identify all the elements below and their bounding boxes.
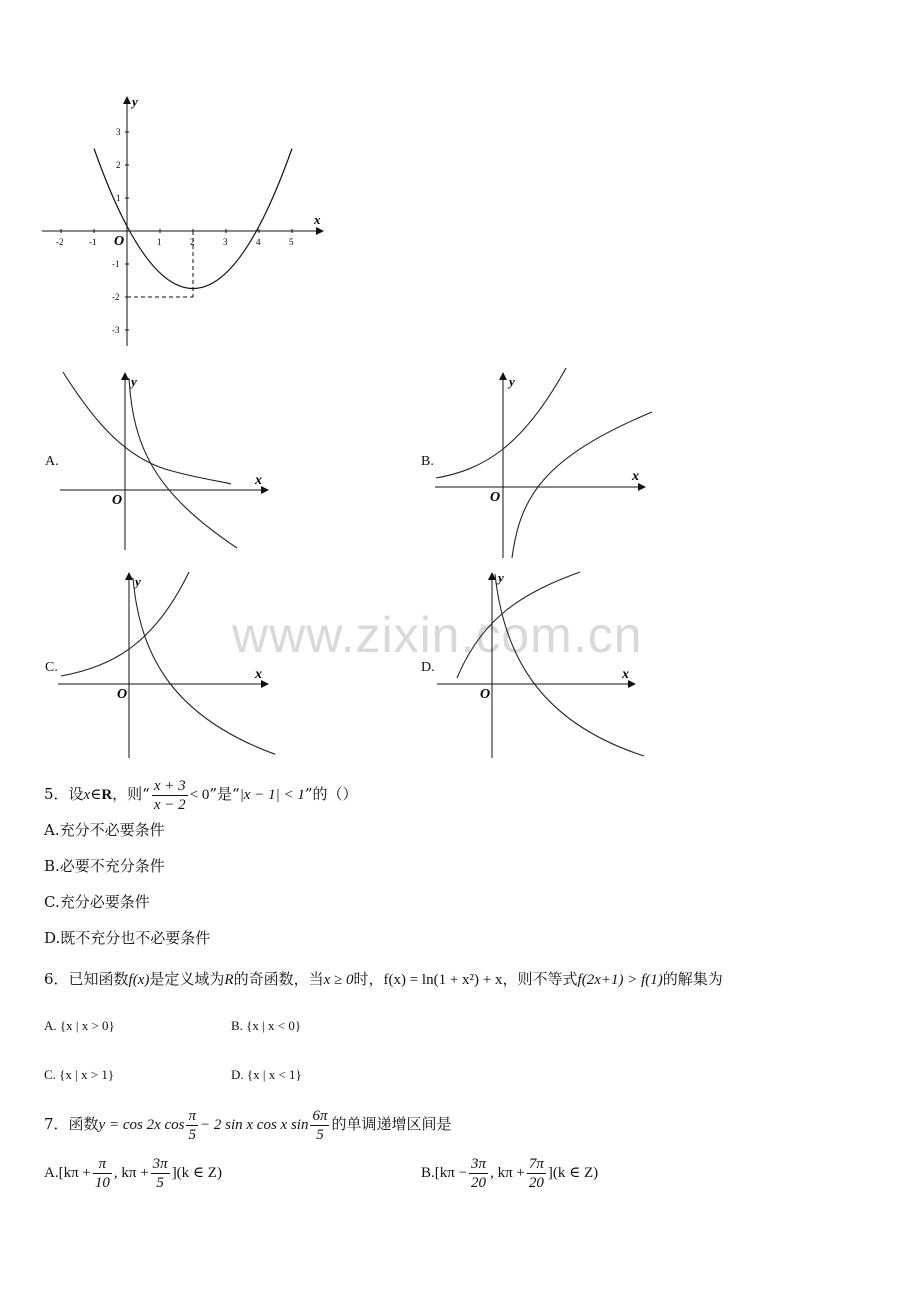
y-tick: 1 — [116, 193, 121, 203]
y-tick: 3 — [116, 127, 121, 137]
x-tick: 2 — [190, 237, 195, 247]
option-a-label: A. — [45, 454, 59, 469]
option-a-graph[interactable] — [55, 368, 275, 553]
watermark: www.zixin.com.cn — [232, 607, 643, 663]
x-tick: -2 — [56, 237, 64, 247]
y-axis-label: y — [509, 374, 515, 389]
option-b-label: B. — [421, 454, 434, 469]
decreasing-exponential-curve — [495, 574, 644, 756]
y-axis-label: y — [498, 570, 504, 585]
decreasing-log-curve — [129, 378, 237, 548]
fraction: $\frac{3\pi}{5}$ — [152, 1156, 168, 1192]
option-c-label: C. — [45, 660, 58, 675]
fraction: $\frac{\pi}{10}$ — [94, 1156, 110, 1192]
q6-choice-b[interactable]: B. {x | x < 0} — [231, 1018, 302, 1033]
x-tick: 3 — [223, 237, 228, 247]
x-axis-label: x — [314, 212, 321, 227]
parabola-graph — [30, 88, 340, 353]
fraction: $\frac{x + 3}{x - 2}$ — [153, 777, 186, 813]
y-axis-label: y — [135, 574, 141, 589]
q6-choice-d[interactable]: D. {x | x < 1} — [231, 1067, 302, 1082]
decreasing-exponential-curve — [63, 372, 231, 484]
q5-choice-b[interactable]: B.必要不充分条件 — [44, 857, 165, 875]
fraction: $\frac{6\pi}{5}$ — [312, 1107, 328, 1143]
origin-label: O — [114, 234, 125, 249]
increasing-exponential-curve — [436, 368, 566, 478]
y-tick: -2 — [112, 292, 120, 302]
x-tick: -1 — [89, 237, 97, 247]
y-tick: -1 — [112, 259, 120, 269]
origin-label: O — [490, 490, 501, 505]
q5-choice-d[interactable]: D.既不充分也不必要条件 — [44, 929, 211, 947]
y-tick: -3 — [112, 325, 120, 335]
y-tick: 2 — [116, 160, 121, 170]
x-tick: 4 — [256, 237, 261, 247]
origin-label: O — [117, 687, 128, 702]
y-axis-label: y — [131, 374, 137, 389]
option-b-graph[interactable] — [432, 368, 652, 560]
origin-label: O — [480, 687, 491, 702]
q5-choice-a[interactable]: A.充分不必要条件 — [44, 821, 165, 839]
y-axis-label: y — [132, 94, 138, 109]
fraction: $\frac{\pi}{5}$ — [188, 1107, 196, 1143]
q7-choice-a[interactable]: A.[kπ + $\frac{\pi}{10}$ , kπ + $\frac{3\pi}{5}$ ](k ∈ Z) — [44, 1156, 222, 1192]
fraction: $\frac{7\pi}{20}$ — [528, 1156, 544, 1192]
x-axis-label: x — [632, 469, 639, 484]
q5-choice-c[interactable]: C.充分必要条件 — [44, 893, 150, 911]
x-axis-label: x — [622, 667, 629, 682]
option-d-graph[interactable] — [432, 568, 652, 760]
fraction: $\frac{3\pi}{20}$ — [471, 1156, 487, 1192]
q6-choice-c[interactable]: C. {x | x > 1} — [44, 1067, 115, 1082]
question-6-stem: 6．已知函数f(x)是定义域为R的奇函数，当x ≥ 0时，f(x) = ln(1 + x²) + x，则不等式f(2x+1) > f(1)的解集为 — [44, 970, 723, 988]
increasing-log-curve — [457, 572, 580, 678]
x-tick-labels — [56, 237, 294, 247]
x-tick: 1 — [157, 237, 162, 247]
increasing-log-curve — [512, 412, 652, 558]
option-c-graph[interactable] — [55, 568, 275, 760]
x-axis-label: x — [255, 667, 262, 682]
option-d-label: D. — [421, 660, 435, 675]
increasing-exponential-curve — [61, 572, 189, 676]
decreasing-log-curve — [133, 578, 275, 755]
q6-choice-a[interactable]: A. {x | x > 0} — [44, 1018, 115, 1033]
x-axis-label: x — [255, 473, 262, 488]
x-tick: 5 — [289, 237, 294, 247]
question-5-stem: 5．设x∈R，则“ $\frac{x + 3}{x - 2}$ < 0”是“|x − 1| < 1”的（） — [44, 777, 358, 813]
q7-choice-b[interactable]: B.[kπ − $\frac{3\pi}{20}$ , kπ + $\frac{7\pi}{20}$ ](k ∈ Z) — [421, 1156, 599, 1192]
origin-label: O — [112, 493, 123, 508]
question-7-stem: 7．函数y = cos 2x cos $\frac{\pi}{5}$ − 2 sin x cos x sin $\frac{6\pi}{5}$ 的单调递增区间是 — [44, 1107, 452, 1143]
